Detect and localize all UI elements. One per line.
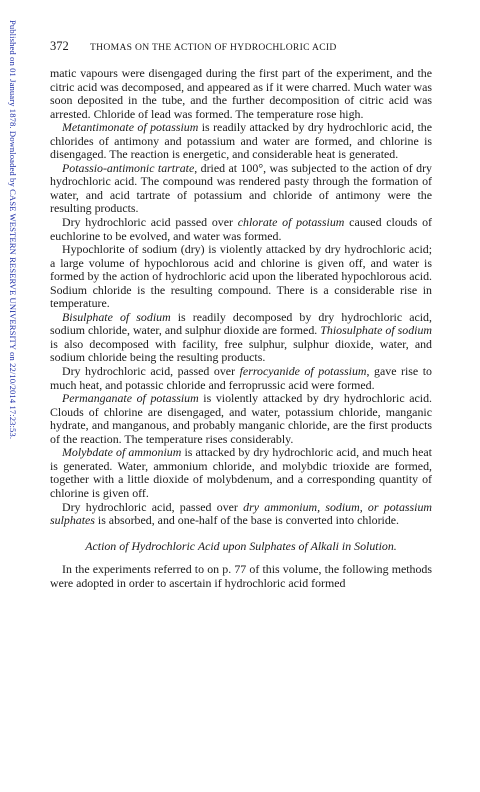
- text-run: , dried at 100°, was subjected to the action of dry hydrochloric acid. The compound was rendered pasty through the formation of water, and acid tartrate of potassium and chloride of antimony were the resulting products.: [50, 160, 432, 216]
- italic-term: Molybdate of ammonium: [62, 445, 182, 460]
- text-run: Hypochlorite of sodium (dry) is violently attacked by dry hydrochloric acid; a large volume of hypochlorous acid and chlorine is given off, and water is formed by the action of hydrochloric acid upon the liberated hypochlorous acid. Sodium chloride is the resulting compound. There is a considerable rise in temperature.: [50, 242, 432, 311]
- section-heading: Action of Hydrochloric Acid upon Sulphates of Alkali in Solution.: [85, 538, 397, 553]
- text-run: is readily decomposed by dry hydrochloric acid, sodium chloride, water, and sulphur dioxide are formed.: [50, 309, 432, 338]
- text-run: Dry hydrochloric acid passed over: [62, 215, 238, 230]
- italic-term: ferrocyanide of potassium: [239, 364, 367, 379]
- text-run: is absorbed, and one-half of the base is converted into chloride.: [94, 513, 400, 528]
- download-watermark-text: Published on 01 January 1878. Downloaded by CASE WESTERN RESERVE UNIVERSITY on 22/10/2014 17:23:53.: [8, 20, 18, 440]
- text-run: matic vapours were disengaged during the first part of the experiment, and the citric acid was decomposed, and appeared as if it were charred. Much water was soon deposited in the tube, and the further decomposition of citric acid was arrested. Chloride of lead was formed. The temperature rose high.: [50, 66, 432, 121]
- italic-term: Potassio-antimonic tartrate: [62, 160, 195, 175]
- text-run: Dry hydrochloric acid, passed over: [62, 364, 240, 379]
- italic-term: dry ammonium, sodium, or potassium sulphates: [50, 499, 432, 528]
- journal-page: [50, 39, 432, 590]
- paragraph: [50, 121, 432, 162]
- paragraph: [50, 216, 432, 243]
- italic-term: Metantimonate of potassium: [62, 120, 199, 135]
- text-run: is also decomposed with facility, free sulphur, sulphur dioxide, water, and sodium chloride being the resulting products.: [50, 336, 432, 365]
- page-number: 372: [50, 39, 69, 53]
- paragraph: [50, 392, 432, 446]
- text-run: Dry hydrochloric acid, passed over: [62, 499, 244, 514]
- text-run: caused clouds of euchlorine to be evolved, and water was formed.: [50, 215, 432, 243]
- paragraph: [50, 243, 432, 311]
- running-title: THOMAS ON THE ACTION OF HYDROCHLORIC ACID: [90, 42, 337, 53]
- paragraph: [50, 67, 432, 121]
- paragraph: [50, 311, 432, 365]
- text-run: is violently attacked by dry hydrochloric acid. Clouds of chlorine are disengaged, and water, potassium chloride, manganic hydrate, and manganous, and probably manganic chloride, are the first products of the reaction. The temperature rises considerably.: [50, 391, 432, 446]
- article-body: [50, 67, 432, 590]
- italic-term: Permanganate of potassium: [62, 391, 199, 406]
- text-run: , gave rise to much heat, and potassic chloride and ferroprussic acid were formed.: [50, 364, 432, 392]
- italic-term: Thiosulphate of sodium: [320, 323, 432, 338]
- italic-term: chlorate of potassium: [237, 215, 345, 230]
- running-header: [50, 39, 432, 61]
- download-watermark: [0, 0, 26, 792]
- paragraph: In the experiments referred to on p. 77 of this volume, the following methods were adopted in order to ascertain if hydrochloric acid formed: [50, 562, 432, 590]
- paragraph: [50, 446, 432, 500]
- paragraph: [50, 501, 432, 528]
- italic-term: Bisulphate of sodium: [62, 309, 171, 324]
- text-run: is readily attacked by dry hydrochloric acid, the chlorides of antimony and potassium and water are formed, and chlorine is disengaged. The reaction is energetic, and considerable heat is generated.: [50, 120, 432, 162]
- text-run: is attacked by dry hydrochloric acid, and much heat is generated. Water, ammonium chloride, and molybdic trioxide are formed, together with a little dioxide of molybdenum, and a corresponding quantity of chlorine is given off.: [50, 445, 432, 500]
- paragraph: [50, 162, 432, 216]
- paragraph-list: [50, 67, 432, 528]
- paragraph: [50, 365, 432, 392]
